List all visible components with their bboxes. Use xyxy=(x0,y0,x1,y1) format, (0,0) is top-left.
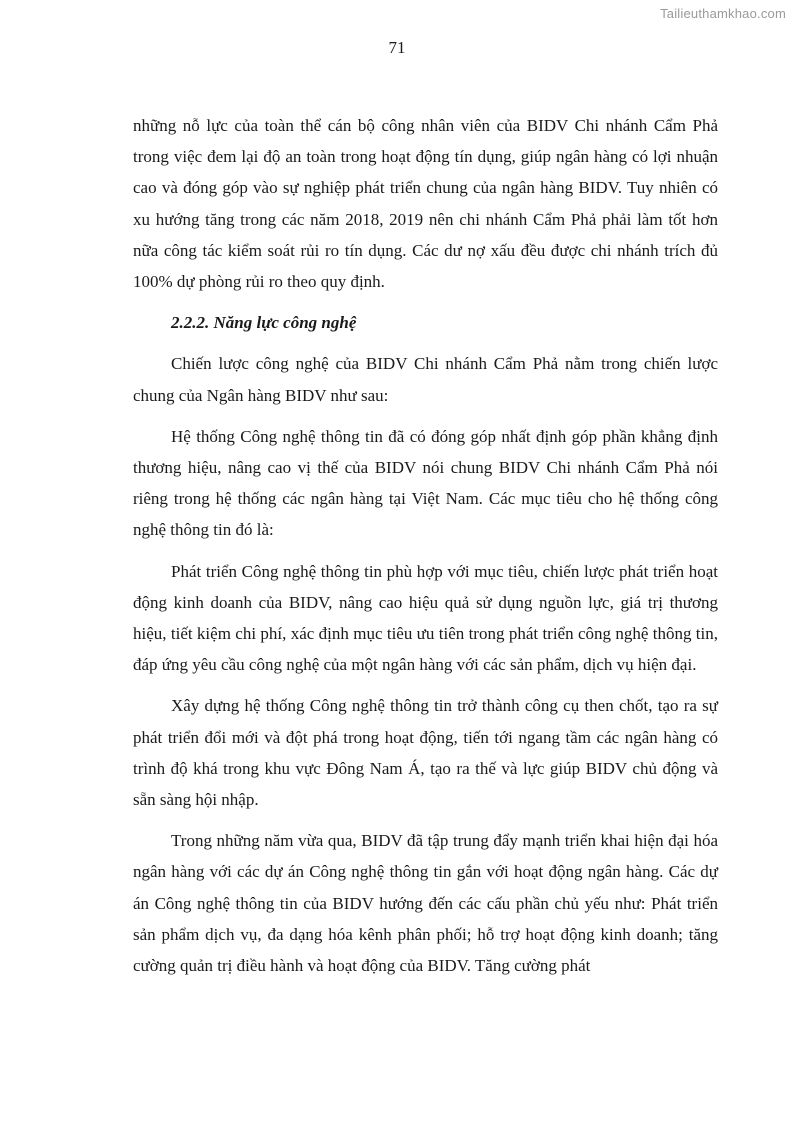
paragraph-develop-it: Phát triển Công nghệ thông tin phù hợp với mục tiêu, chiến lược phát triển hoạt động kinh doanh của BIDV, nâng cao hiệu quả sử dụng nguồn lực, giá trị thương hiệu, tiết kiệm chi phí, xác định mục tiêu ưu tiên trong phát triển công nghệ thông tin, đáp ứng yêu cầu công nghệ của một ngân hàng với các sản phẩm, dịch vụ hiện đại. xyxy=(133,561,718,675)
paragraph-build-it: Xây dựng hệ thống Công nghệ thông tin trở thành công cụ then chốt, tạo ra sự phát triển đổi mới và đột phá trong hoạt động, tiến tới ngang tầm các ngân hàng có trình độ khá trong khu vực Đông Nam Á, tạo ra thế và lực giúp BIDV chủ động và sẵn sàng hội nhập. xyxy=(133,696,718,810)
paragraph-recent-years: Trong những năm vừa qua, BIDV đã tập trung đẩy mạnh triển khai hiện đại hóa ngân hàng với các dự án Công nghệ thông tin gắn với hoạt động ngân hàng. Các dự án Công nghệ thông tin của BIDV hướng đến các cấu phần chủ yếu như: Phát triển sản phẩm dịch vụ, đa dạng hóa kênh phân phối; hỗ trợ hoạt động kinh doanh; tăng cường quản trị điều hành và hoạt động của BIDV. Tăng cường phát xyxy=(133,831,718,976)
section-heading: 2.2.2. Năng lực công nghệ xyxy=(171,313,357,333)
paragraph-strategy: Chiến lược công nghệ của BIDV Chi nhánh Cẩm Phả nằm trong chiến lược chung của Ngân hàng BIDV như sau: xyxy=(133,354,718,405)
page-number: 71 xyxy=(388,38,406,57)
paragraph-continuation: những nỗ lực của toàn thể cán bộ công nhân viên của BIDV Chi nhánh Cẩm Phả trong việc đem lại độ an toàn trong hoạt động tín dụng, giúp ngân hàng có lợi nhuận cao và đóng góp vào sự nghiệp phát triển chung của ngân hàng BIDV. Tuy nhiên có xu hướng tăng trong các năm 2018, 2019 nên chi nhánh Cẩm Phả phải làm tốt hơn nữa công tác kiểm soát rủi ro tín dụng. Các dư nợ xấu đều được chi nhánh trích đủ 100% dự phòng rủi ro theo quy định. xyxy=(133,116,718,292)
paragraph-it-system: Hệ thống Công nghệ thông tin đã có đóng góp nhất định góp phần khẳng định thương hiệu, nâng cao vị thế của BIDV nói chung BIDV Chi nhánh Cẩm Phả nói riêng trong hệ thống các ngân hàng tại Việt Nam. Các mục tiêu cho hệ thống công nghệ thông tin đó là: xyxy=(133,426,718,540)
document-body xyxy=(133,110,718,991)
watermark-text: Tailieuthamkhao.com xyxy=(660,6,786,21)
